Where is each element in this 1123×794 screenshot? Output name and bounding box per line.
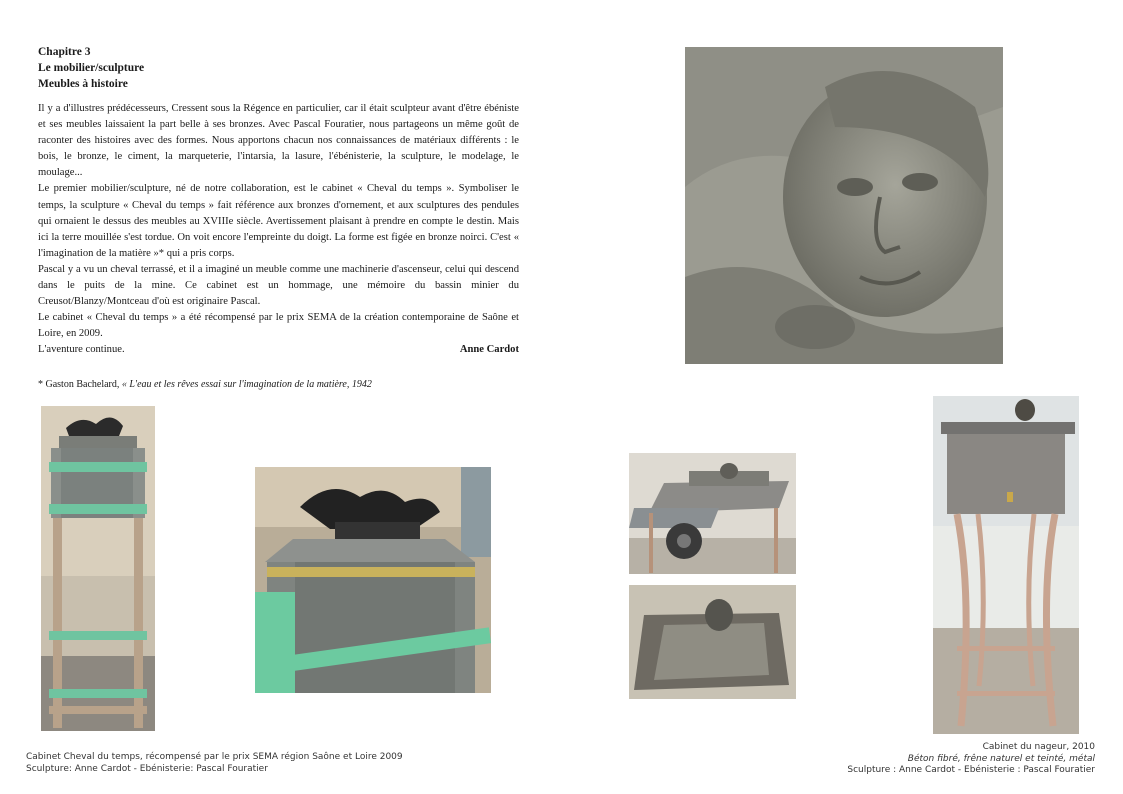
chapter-subtitle: Meubles à histoire: [38, 78, 128, 90]
chapter-label: Chapitre 3: [38, 46, 91, 58]
cheval-du-temps-cabinet-photo: [41, 406, 155, 731]
author-signature: Anne Cardot: [459, 344, 519, 356]
caption-line: Cabinet Cheval du temps, récompensé par le prix SEMA région Saône et Loire 2009: [26, 752, 403, 762]
caption-line: Béton fibré, frêne naturel et teinté, métal: [907, 753, 1095, 764]
cabinet-du-nageur-full-photo: [933, 396, 1079, 734]
cabinet-du-nageur-top-photo: [629, 585, 796, 699]
caption-line: Sculpture: Anne Cardot - Ebénisterie: Pascal Fouratier: [26, 763, 268, 774]
footnote-title: « L'eau et les rêves essai sur l'imagination de la matière, 1942: [121, 379, 372, 390]
paragraph: Il y a d'illustres prédécesseurs, Cressent sous la Régence en particulier, car il était sculpteur avant d'être ébéniste et ses meubles laissaient la part belle à ses bronzes. Avec Pascal Fouratier, nous partageons un même goût de raconter des histoires avec des formes. Nous apportons chacun nos connaissances de matériaux différents : le bois, le bronze, le ciment, la marqueterie, l'intarsia, la lasure, l'ébénisterie, la sculpture, le modelage, le moulage...: [38, 103, 519, 179]
chapter-heading: [38, 44, 144, 92]
caption-line: Cabinet du nageur, 2010: [982, 742, 1095, 752]
footnote: [38, 378, 519, 392]
caption-cheval-du-temps: [26, 752, 403, 775]
closing-line: L'aventure continue.: [38, 344, 125, 356]
paragraph: Le cabinet « Cheval du temps » a été récompensé par le prix SEMA de la création contemporaine de Saône et Loire, en 2009.: [38, 312, 519, 340]
paragraph: Pascal y a vu un cheval terrassé, et il a imaginé un meuble comme une machinerie d'ascenseur, celui qui descend dans le puits de la mine. Ce cabinet est un hommage, une mémoire du bassin minier du Creusot/Blanzy/Montceau d'où est originaire Pascal.: [38, 263, 519, 308]
chapter-title: Le mobilier/sculpture: [38, 62, 145, 74]
signature-row: [38, 342, 519, 358]
footnote-prefix: * Gaston Bachelard,: [38, 379, 122, 390]
paragraph: Le premier mobilier/sculpture, né de notre collaboration, est le cabinet « Cheval du temps ». Symboliser le temps, la sculpture « Cheval du temps » fait référence aux bronzes d'ornement, et aux sculptures des pendules qui ornaient le dessus des meubles au XVIIIe siècle. Avertissement plaisant à prendre en compte le destin. Mais ici la terre mouillée s'est tordue. On voit encore l'empreinte du doigt. La forme est figée en bronze noirci. C'est « l'imagination de la matière »* qui a pris corps.: [38, 183, 519, 259]
cheval-du-temps-detail-photo: [255, 467, 491, 693]
sculpture-head-photo: [685, 47, 1003, 364]
caption-cabinet-du-nageur: [847, 742, 1095, 777]
caption-line: Sculpture : Anne Cardot - Ebénisterie : Pascal Fouratier: [847, 765, 1095, 775]
body-text: [38, 101, 519, 359]
cabinet-du-nageur-angle-photo: [629, 453, 796, 574]
